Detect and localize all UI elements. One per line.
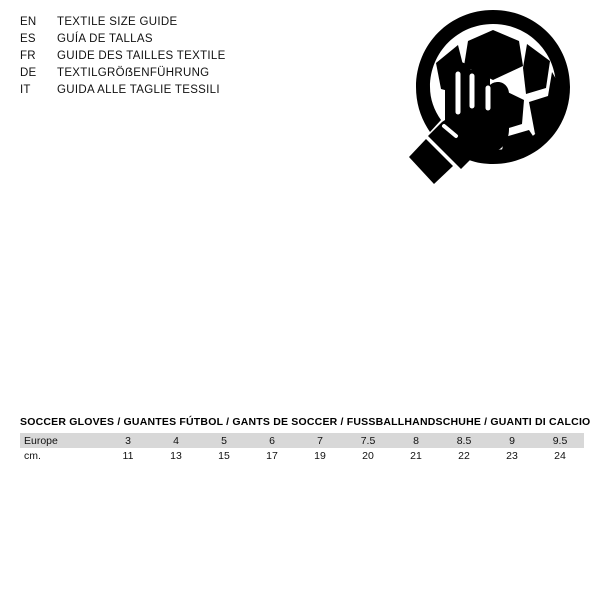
table-cell: 7 (317, 434, 323, 447)
language-code: DE (20, 67, 37, 79)
table-cell: 20 (362, 449, 374, 462)
row-label: cm. (24, 449, 41, 462)
table-cell: 19 (314, 449, 326, 462)
table-cell: 7.5 (360, 434, 376, 447)
language-row (20, 65, 380, 82)
table-cell: 17 (266, 449, 278, 462)
language-title: TEXTILGRÖẞENFÜHRUNG (57, 67, 210, 79)
table-cell: 15 (218, 449, 230, 462)
language-code: ES (20, 33, 36, 45)
table-cell: 9 (509, 434, 515, 447)
table-cell: 8 (413, 434, 419, 447)
table-cell: 9.5 (552, 434, 568, 447)
language-title: GUIDA ALLE TAGLIE TESSILI (57, 84, 220, 96)
language-row (20, 14, 380, 31)
table-cell: 11 (122, 449, 134, 462)
table-cell: 3 (125, 434, 131, 447)
table-cell: 24 (554, 449, 566, 462)
table-row (20, 448, 584, 463)
language-row (20, 31, 380, 48)
language-title: TEXTILE SIZE GUIDE (57, 16, 178, 28)
table-cell: 5 (221, 434, 227, 447)
language-title: GUÍA DE TALLAS (57, 33, 153, 45)
table-cell: 8.5 (456, 434, 472, 447)
language-row (20, 48, 380, 65)
size-table-section (20, 416, 591, 463)
table-cell: 4 (173, 434, 179, 447)
table-cell: 6 (269, 434, 275, 447)
size-table-caption: SOCCER GLOVES / GUANTES FÚTBOL / GANTS DE SOCCER / FUSSBALLHANDSCHUHE / GUANTI DI CALCIO (20, 416, 591, 428)
table-cell: 23 (506, 449, 518, 462)
language-title: GUIDE DES TAILLES TEXTILE (57, 50, 226, 62)
table-cell: 13 (170, 449, 182, 462)
table-row (20, 433, 584, 448)
table-cell: 21 (410, 449, 422, 462)
language-row (20, 82, 380, 99)
language-code: FR (20, 50, 36, 62)
language-code: EN (20, 16, 37, 28)
table-cell: 22 (458, 449, 470, 462)
language-title-list (20, 14, 380, 99)
soccer-glove-and-ball-icon (398, 8, 588, 193)
language-code: IT (20, 84, 31, 96)
size-table (20, 433, 584, 463)
row-label: Europe (24, 434, 58, 447)
